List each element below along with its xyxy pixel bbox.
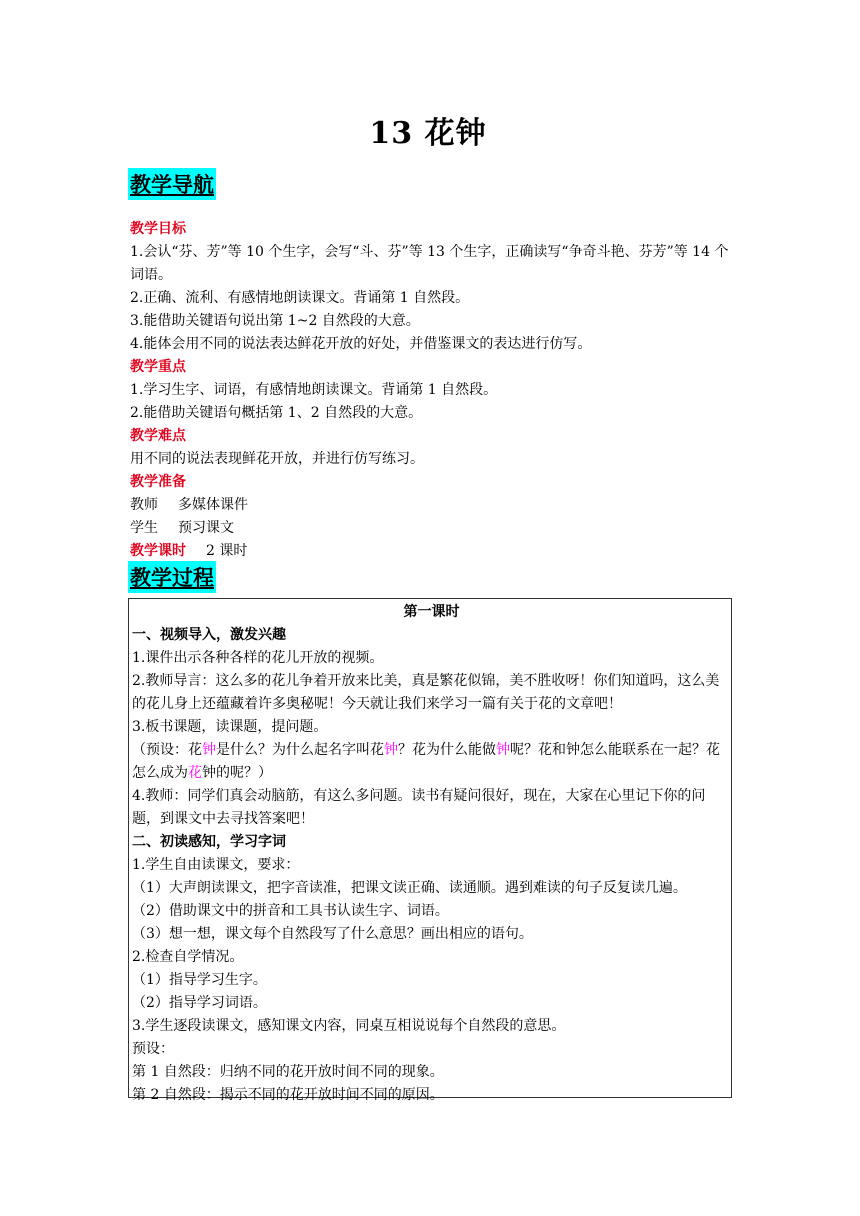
key-points-label: 教学重点 [130,359,186,375]
hours-line [130,540,740,563]
nav-content [130,218,740,563]
lesson-text: 3.学生逐段读课文，感知课文内容，同桌互相说说每个自然段的意思。 [132,1018,566,1034]
goal-item: 4.能体会用不同的说法表达鲜花开放的好处，并借鉴课文的表达进行仿写。 [130,336,592,352]
section-heading-nav: 教学导航 [128,168,216,200]
section-heading-process: 教学过程 [128,561,216,593]
goal-item: 1.会认“芬、芳”等 10 个生字，会写“斗、芬”等 13 个生字，正确读写“争奇斗艳、芬芳”等 14 个词语。 [130,244,729,283]
lesson-text: 3.板书课题，读课题，提问题。 [132,719,328,735]
lesson-text: （1）指导学习生字。 [132,972,267,988]
key-point-item: 2.能借助关键语句概括第 1、2 自然段的大意。 [130,405,423,421]
difficulty-item: 用不同的说法表现鲜花开放，并进行仿写练习。 [130,451,424,467]
lesson-text: 1.课件出示各种各样的花儿开放的视频。 [132,650,384,666]
goals-label: 教学目标 [130,221,186,237]
lesson-text: （3）想一想，课文每个自然段写了什么意思？画出相应的语句。 [132,926,533,942]
key-point-item: 1.学习生字、词语，有感情地朗读课文。背诵第 1 自然段。 [130,382,498,398]
goal-item: 3.能借助关键语句说出第 1~2 自然段的大意。 [130,313,420,329]
goal-item: 2.正确、流利、有感情地朗读课文。背诵第 1 自然段。 [130,290,470,306]
preset-questions: （预设：花钟是什么？为什么起名字叫花钟？花为什么能做钟呢？花和钟怎么能联系在一起？花怎么成为花钟的呢？） [132,742,720,781]
hours-value: 2 课时 [206,543,248,559]
page-title: 13 花钟 [369,116,487,151]
lesson-text: （2）指导学习词语。 [132,995,267,1011]
part2-title: 二、初读感知，学习字词 [132,834,286,850]
lesson-text: 第 2 自然段：揭示不同的花开放时间不同的原因。 [132,1087,444,1103]
hours-label: 教学课时 [130,543,186,559]
prep-teacher: 教师 多媒体课件 [130,497,248,513]
lesson-heading: 第一课时 [403,604,460,620]
lesson-text: 4.教师：同学们真会动脑筋，有这么多问题。读书有疑问很好，现在，大家在心里记下你的问题，到课文中去寻找答案吧！ [132,788,706,827]
part1-title: 一、视频导入，激发兴趣 [132,627,286,643]
lesson-text: （1）大声朗读课文，把字音读准，把课文读正确、读通顺。遇到难读的句子反复读几遍。 [132,880,687,896]
lesson-text: 第 1 自然段：归纳不同的花开放时间不同的现象。 [132,1064,444,1080]
lesson-text: （2）借助课文中的拼音和工具书认读生字、词语。 [132,903,449,919]
prep-student: 学生 预习课文 [130,520,234,536]
lesson-text: 1.学生自由读课文，要求： [132,857,300,873]
lesson-text: 预设： [132,1041,174,1057]
preparation-label: 教学准备 [130,474,186,490]
lesson-text: 2.检查自学情况。 [132,949,244,965]
lesson-text: 2.教师导言：这么多的花儿争着开放来比美，真是繁花似锦，美不胜收呀！你们知道吗，这么美的花儿身上还蕴藏着许多奥秘呢！今天就让我们来学习一篇有关于花的文章吧！ [132,673,720,712]
lesson-table [128,598,732,1103]
difficulty-label: 教学难点 [130,428,186,444]
